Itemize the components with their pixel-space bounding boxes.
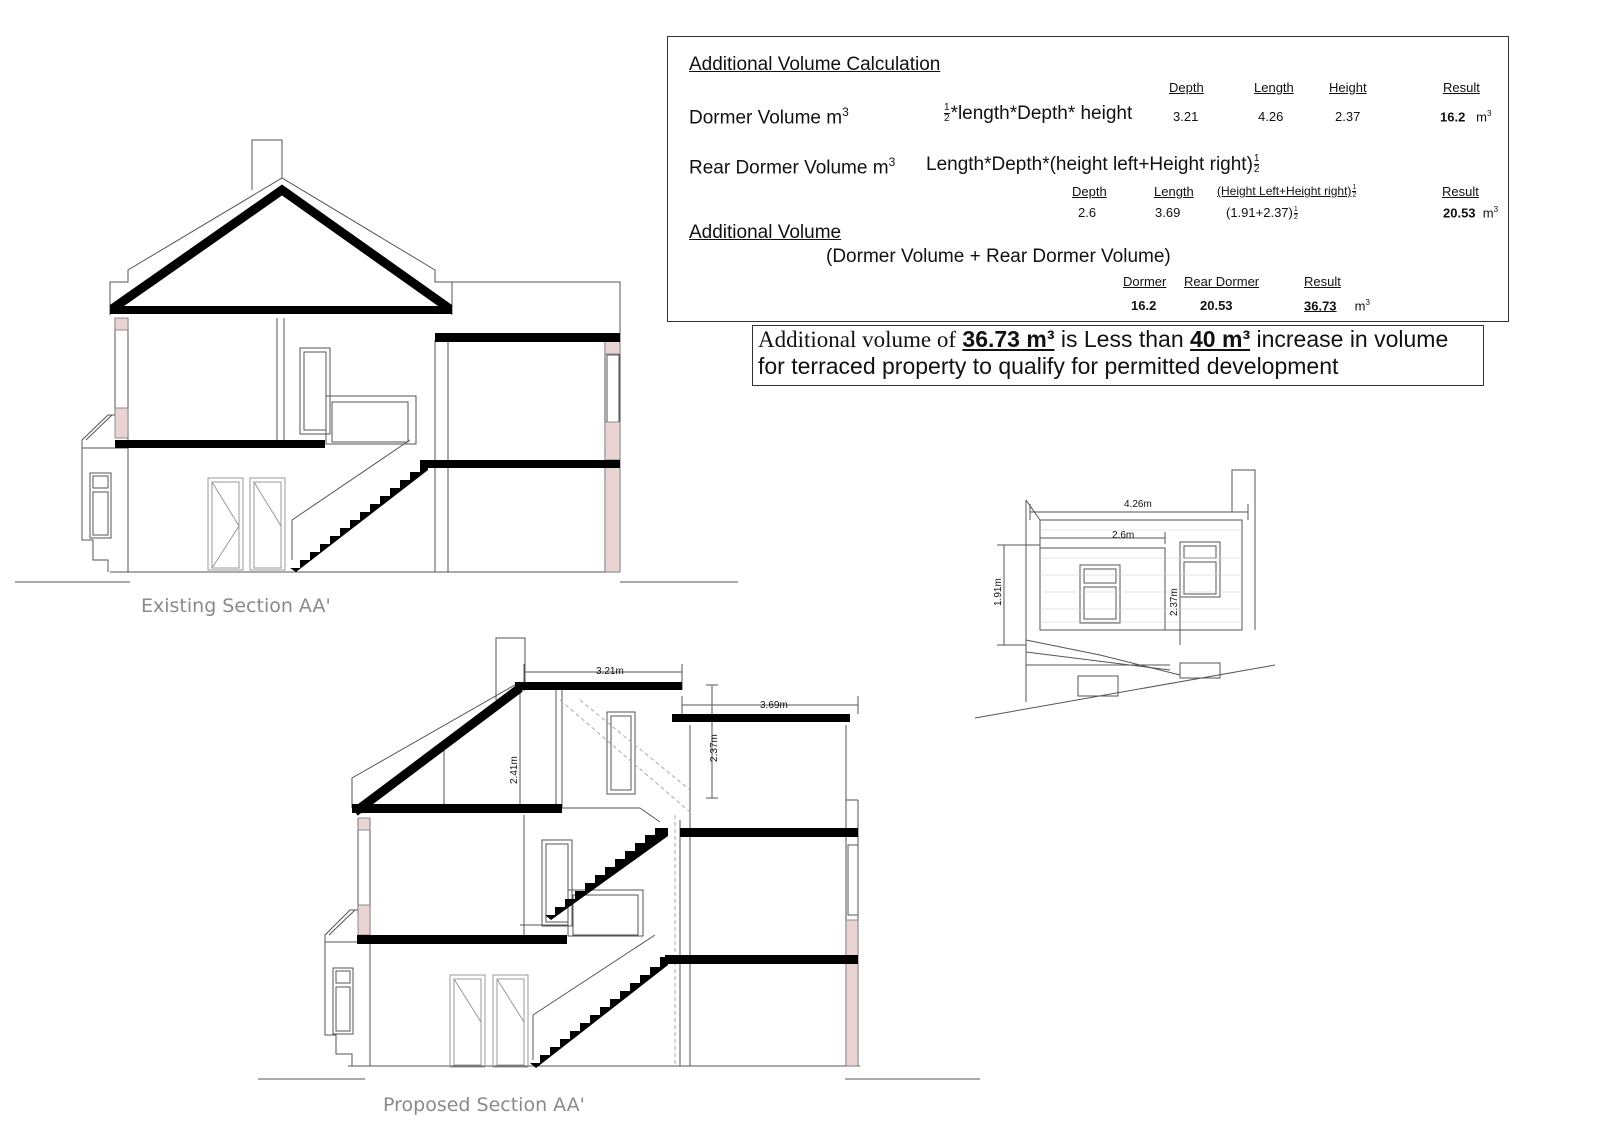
dormer-value-depth: 3.21 bbox=[1173, 109, 1199, 124]
dim-2.6m-elevation: 2.6m bbox=[1112, 530, 1135, 541]
additional-header-result: Result bbox=[1304, 274, 1341, 289]
note-line-2: for terraced property to qualify for permitted development bbox=[758, 353, 1339, 379]
additional-volume-label: Additional Volume bbox=[689, 222, 842, 243]
dim-3.69m-proposed: 3.69m bbox=[760, 700, 788, 711]
volume-calculation-box bbox=[667, 36, 1509, 322]
dormer-volume-label: Dormer Volume $m^3$ bbox=[689, 105, 849, 129]
additional-value-dormer: 16.2 bbox=[1131, 298, 1157, 313]
dormer-header-depth: Depth bbox=[1169, 80, 1204, 95]
additional-formula: (Dormer Volume + Rear Dormer Volume) bbox=[826, 246, 1171, 267]
rear-dormer-volume-label: Rear Dormer Volume $m^3$ bbox=[689, 155, 896, 179]
dormer-header-height: Height bbox=[1329, 80, 1367, 95]
permitted-development-note bbox=[752, 325, 1484, 386]
dim-3.21m-proposed: 3.21m bbox=[596, 666, 624, 677]
additional-header-dormer: Dormer bbox=[1123, 274, 1167, 289]
proposed-section-caption: Proposed Section AA' bbox=[383, 1094, 585, 1116]
additional-header-rear-dormer: Rear Dormer bbox=[1184, 274, 1260, 289]
half-fraction: $\frac{1}{2}$ bbox=[944, 102, 950, 125]
rear-header-depth: Depth bbox=[1072, 184, 1107, 199]
dim-4.26m-elevation: 4.26m bbox=[1124, 499, 1152, 510]
dim-2.37m-proposed: 2.37m bbox=[709, 734, 720, 762]
dormer-formula: $\frac{1}{2}$ *length*Depth* height bbox=[944, 102, 1133, 125]
rear-value-depth: 2.6 bbox=[1078, 205, 1097, 220]
dormer-result: 16.2 $m^3$ bbox=[1440, 109, 1492, 125]
dim-2.37m-elevation: 2.37m bbox=[1169, 588, 1180, 616]
note-line-1: Additional volume of 36.73 m³ is Less than 40 m³ increase in volume bbox=[758, 326, 1449, 352]
rear-header-length: Length bbox=[1154, 184, 1194, 199]
rear-value-length: 3.69 bbox=[1155, 205, 1181, 220]
rear-value-heights: (1.91+2.37) $\frac{1}{2}$ bbox=[1226, 205, 1298, 222]
dormer-header-result: Result bbox=[1443, 80, 1480, 95]
dim-2.41m-proposed: 2.41m bbox=[509, 756, 520, 784]
rear-header-result: Result bbox=[1442, 184, 1479, 199]
dormer-header-length: Length bbox=[1254, 80, 1294, 95]
dormer-value-height: 2.37 bbox=[1335, 109, 1361, 124]
rear-result: 20.53 $m^3$ bbox=[1443, 205, 1499, 221]
additional-result: 36.73 $m^3$ bbox=[1304, 298, 1370, 314]
rear-header-heights: (Height Left+Height right) $\frac{1}{2}$ bbox=[1217, 184, 1357, 200]
rear-dormer-formula: Length*Depth*(height left+Height right) $\frac{1}{2}$ bbox=[926, 153, 1260, 176]
dim-1.91m-elevation: 1.91m bbox=[993, 578, 1004, 606]
dormer-value-length: 4.26 bbox=[1258, 109, 1284, 124]
additional-value-rear: 20.53 bbox=[1200, 298, 1233, 313]
calc-title: Additional Volume Calculation bbox=[689, 54, 941, 75]
existing-section-caption: Existing Section AA' bbox=[141, 595, 331, 617]
